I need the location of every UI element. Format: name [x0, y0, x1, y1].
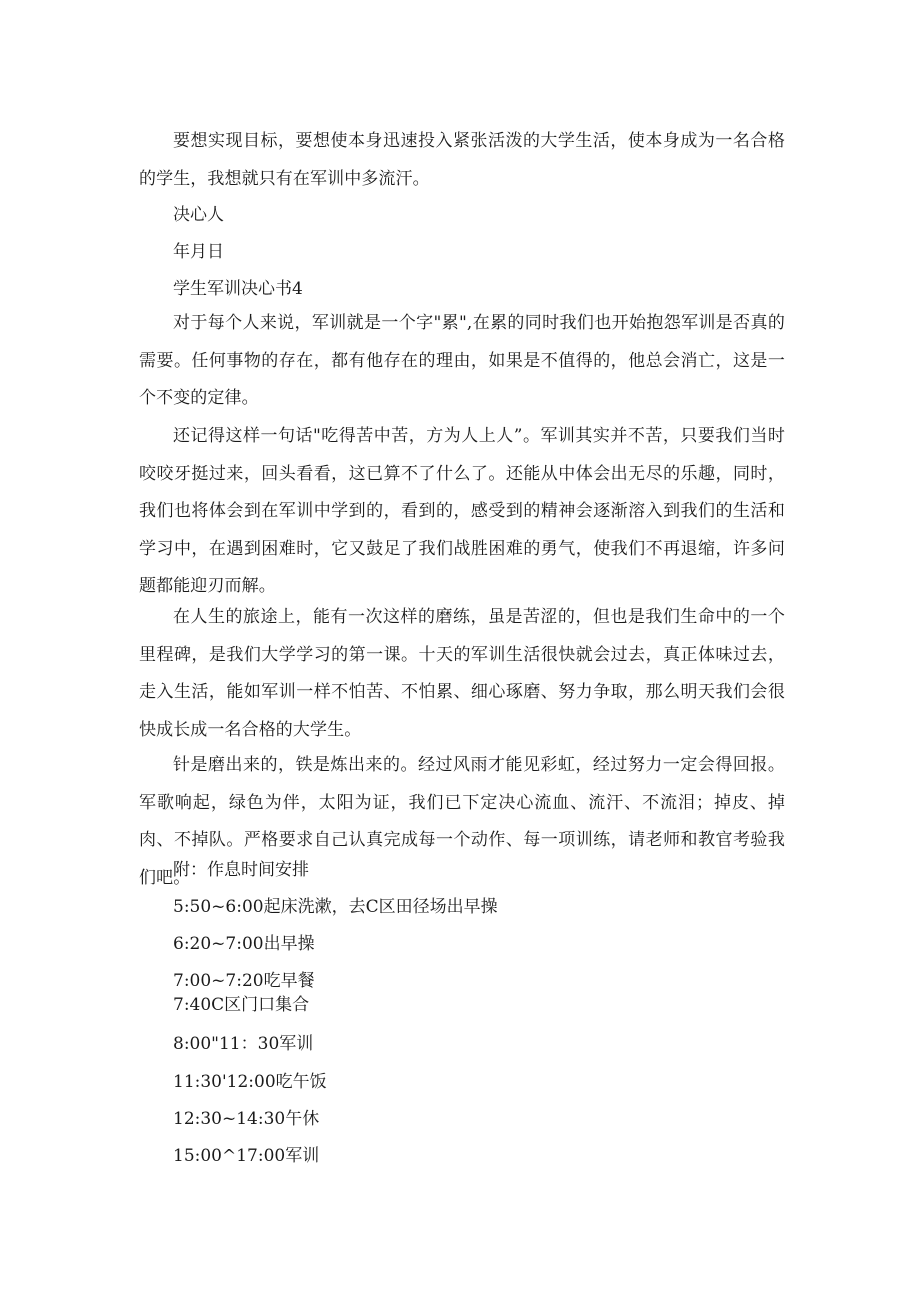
schedule-item: 6:20~7:00出早操 [173, 934, 315, 954]
schedule-item: 7:00~7:20吃早餐 [173, 971, 315, 991]
schedule-item: 15:00^17:00军训 [173, 1146, 320, 1166]
paragraph: 在人生的旅途上，能有一次这样的磨练，虽是苦涩的，但也是我们生命中的一个里程碑，是我们大学学习的第一课。十天的军训生活很快就会过去，真正体味过去，走入生活，能如军训一样不怕苦、不怕累、细心琢磨、努力争取，那么明天我们会很快成长成一名合格的大学生。 [139, 607, 785, 740]
schedule-item: 12:30~14:30午休 [173, 1109, 320, 1129]
signer-line: 决心人 [173, 205, 224, 225]
schedule-item: 8:00"11：30军训 [173, 1034, 314, 1054]
date-line: 年月日 [173, 242, 224, 262]
section-heading: 学生军训决心书4 [173, 279, 303, 299]
paragraph: 针是磨出来的，铁是炼出来的。经过风雨才能见彩虹，经过努力一定会得回报。军歌响起，绿色为伴，太阳为证，我们已下定决心流血、流汗、不流泪；掉皮、掉肉、不掉队。严格要求自己认真完成每一个动作、每一项训练，请老师和教官考验我们吧。 [139, 755, 785, 888]
schedule-item: 5:50~6:00起床洗漱，去C区田径场出早操 [173, 897, 498, 917]
schedule-item: 7:40C区门口集合 [173, 995, 310, 1015]
paragraph: 要想实现目标，要想使本身迅速投入紧张活泼的大学生活，使本身成为一名合格的学生，我想就只有在军训中多流汗。 [139, 131, 785, 189]
schedule-item: 11:30'12:00吃午饭 [173, 1072, 327, 1092]
paragraph: 还记得这样一句话"吃得苦中苦，方为人上人”。军训其实并不苦，只要我们当时咬咬牙挺过来，回头看看，这已算不了什么了。还能从中体会出无尽的乐趣，同时，我们也将体会到在军训中学到的，看到的，感受到的精神会逐渐溶入到我们的生活和学习中，在遇到困难时，它又鼓足了我们战胜困难的勇气，使我们不再退缩，许多问题都能迎刃而解。 [139, 426, 785, 597]
schedule-title: 附：作息时间安排 [173, 860, 309, 880]
paragraph: 对于每个人来说，军训就是一个字"累",在累的同时我们也开始抱怨军训是否真的需要。任何事物的存在，都有他存在的理由，如果是不值得的，他总会消亡，这是一个不变的定律。 [139, 313, 785, 409]
